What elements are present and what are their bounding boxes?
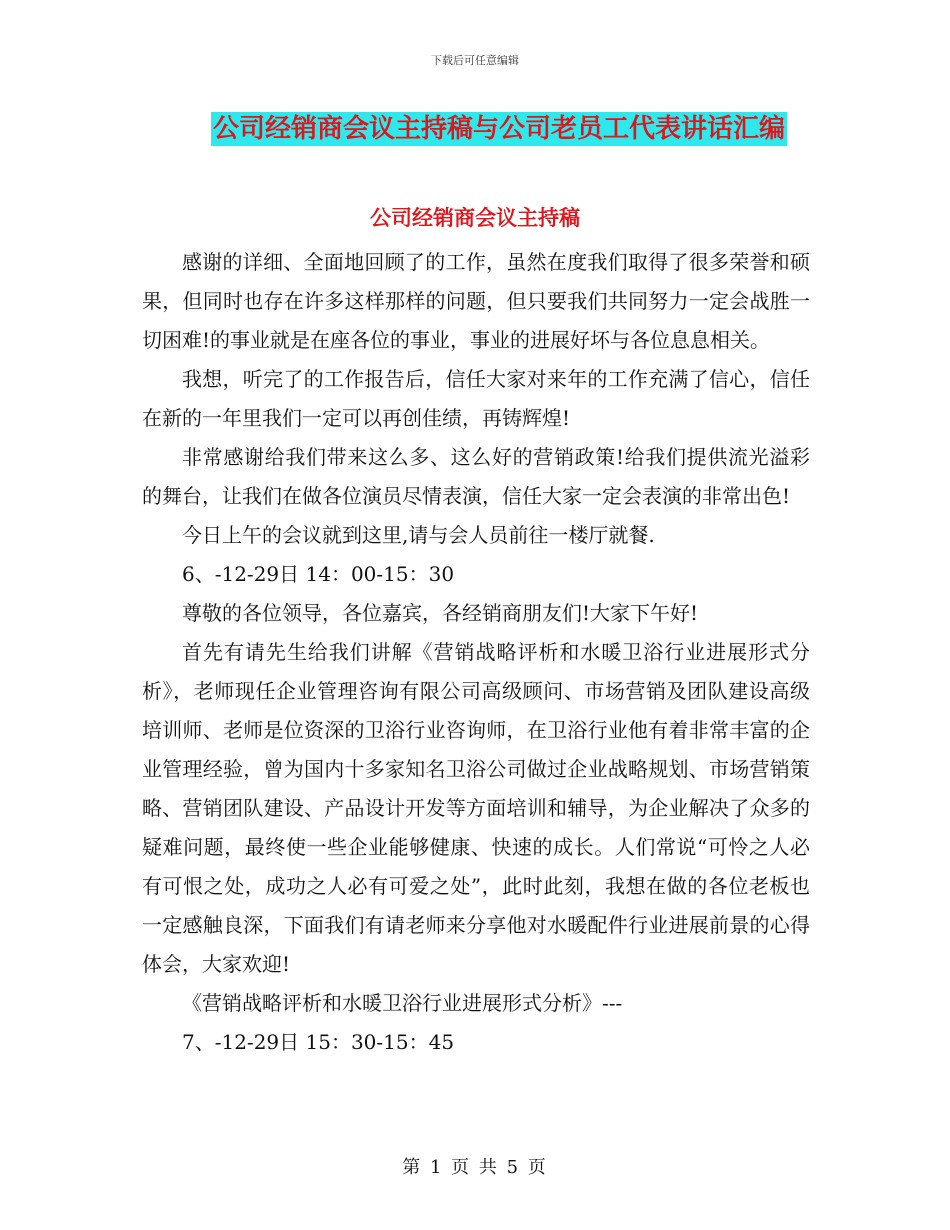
section-title: 公司经销商会议主持稿 xyxy=(370,206,580,230)
document-body xyxy=(142,243,810,1062)
paragraph: 非常感谢给我们带来这么多、这么好的营销政策!给我们提供流光溢彩的舞台，让我们在做各位演员尽情表演，信任大家一定会表演的非常出色! xyxy=(142,445,810,508)
paragraph-schedule-time: 6、-12-29日 14：00-15：30 xyxy=(182,562,455,586)
paragraph: 感谢的详细、全面地回顾了的工作，虽然在度我们取得了很多荣誉和硕果，但同时也存在许多这样那样的问题，但只要我们共同努力一定会战胜一切困难!的事业就是在座各位的事业，事业的进展好坏与各位息息相关。 xyxy=(142,250,810,352)
paragraph: 我想，听完了的工作报告后，信任大家对来年的工作充满了信心，信任在新的一年里我们一定可以再创佳绩，再铸辉煌! xyxy=(142,367,810,430)
page-header-note: 下载后可任意编辑 xyxy=(431,54,519,67)
paragraph: 首先有请先生给我们讲解《营销战略评析和水暖卫浴行业进展形式分析》，老师现任企业管理咨询有限公司高级顾问、市场营销及团队建设高级培训师、老师是位资深的卫浴行业咨询师，在卫浴行业他有着非常丰富的企业管理经验，曾为国内十多家知名卫浴公司做过企业战略规划、市场营销策略、营销团队建设、产品设计开发等方面培训和辅导，为企业解决了众多的疑难问题，最终使一些企业能够健康、快速的成长。人们常说“可怜之人必有可恨之处，成功之人必有可爱之处”，此时此刻，我想在做的各位老板也一定感触良深，下面我们有请老师来分享他对水暖配件行业进展前景的心得体会，大家欢迎! xyxy=(142,640,810,976)
page-footer-indicator: 第 1 页 共 5 页 xyxy=(402,1157,548,1178)
main-title-container xyxy=(0,112,950,146)
paragraph: 尊敬的各位领导，各位嘉宾，各经销商朋友们!大家下午好! xyxy=(182,601,699,625)
paragraph-schedule-time: 7、-12-29日 15：30-15：45 xyxy=(182,1030,455,1054)
document-title: 公司经销商会议主持稿与公司老员工代表讲话汇编 xyxy=(212,114,785,144)
paragraph: 《营销战略评析和水暖卫浴行业进展形式分析》--- xyxy=(182,991,623,1015)
paragraph: 今日上午的会议就到这里,请与会人员前往一楼厅就餐. xyxy=(182,523,655,547)
